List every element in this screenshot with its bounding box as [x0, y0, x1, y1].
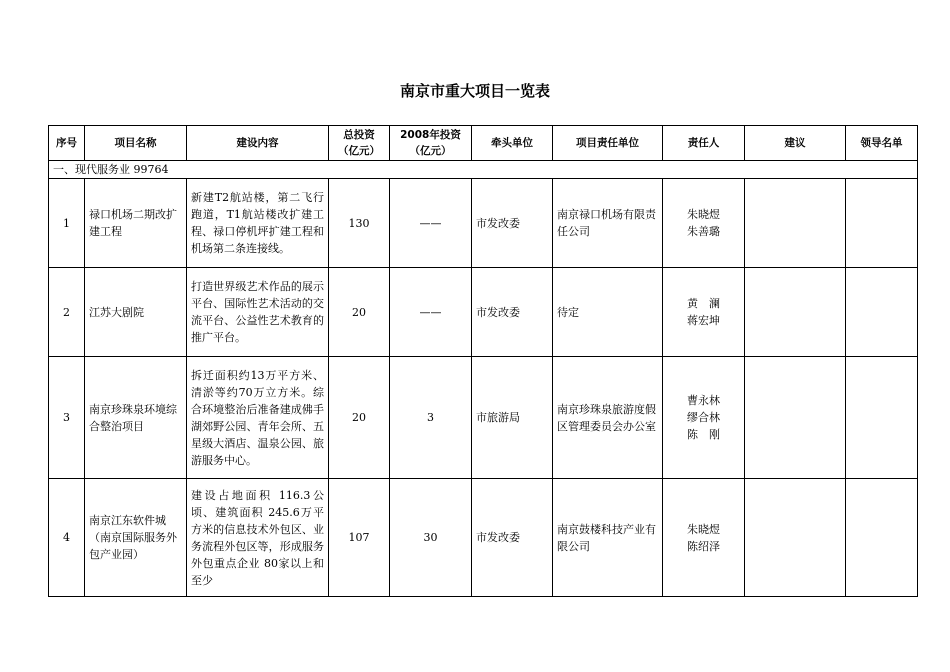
- cell-suggest: [745, 179, 846, 268]
- cell-resp-unit: 南京鼓楼科技产业有限公司: [553, 479, 663, 597]
- cell-content: 新建T2航站楼，第二飞行跑道，T1航站楼改扩建工程、禄口停机坪扩建工程和机场第二条连接线。: [187, 179, 329, 268]
- cell-person: 朱晓煜 陈绍泽: [663, 479, 745, 597]
- cell-person: 曹永林 缪合林 陈 刚: [663, 357, 745, 479]
- header-total: 总投资 （亿元）: [329, 126, 390, 161]
- header-seq: 序号: [49, 126, 85, 161]
- cell-inv2008: ——: [390, 268, 472, 357]
- table-row: [49, 268, 918, 357]
- cell-name: 南京江东软件城（南京国际服务外包产业园）: [85, 479, 187, 597]
- cell-suggest: [745, 268, 846, 357]
- header-row: [49, 126, 918, 161]
- section-label: 一、现代服务业 99764: [49, 161, 918, 179]
- header-leader: 领导名单: [846, 126, 918, 161]
- header-resp-unit: 项目责任单位: [553, 126, 663, 161]
- cell-inv2008: 30: [390, 479, 472, 597]
- header-content: 建设内容: [187, 126, 329, 161]
- cell-inv2008: ——: [390, 179, 472, 268]
- header-suggest: 建议: [745, 126, 846, 161]
- cell-lead: 市发改委: [472, 268, 553, 357]
- cell-seq: 4: [49, 479, 85, 597]
- cell-lead: 市旅游局: [472, 357, 553, 479]
- cell-seq: 3: [49, 357, 85, 479]
- cell-suggest: [745, 357, 846, 479]
- header-lead: 牵头单位: [472, 126, 553, 161]
- cell-seq: 2: [49, 268, 85, 357]
- cell-total: 107: [329, 479, 390, 597]
- project-table: [48, 125, 918, 597]
- cell-suggest: [745, 479, 846, 597]
- section-row: [49, 161, 918, 179]
- cell-resp-unit: 待定: [553, 268, 663, 357]
- cell-person: 黄 澜 蒋宏坤: [663, 268, 745, 357]
- table-row: [49, 357, 918, 479]
- cell-name: 江苏大剧院: [85, 268, 187, 357]
- table-row: [49, 479, 918, 597]
- cell-resp-unit: 南京珍珠泉旅游度假区管理委员会办公室: [553, 357, 663, 479]
- cell-content: 拆迁面积约13万平方米、清淤等约70万立方米。综合环境整治后准备建成佛手湖郊野公园、青年会所、五星级大酒店、温泉公园、旅游服务中心。: [187, 357, 329, 479]
- header-inv2008: 2008年投资 （亿元）: [390, 126, 472, 161]
- cell-total: 20: [329, 357, 390, 479]
- header-person: 责任人: [663, 126, 745, 161]
- cell-lead: 市发改委: [472, 479, 553, 597]
- cell-total: 130: [329, 179, 390, 268]
- cell-leader: [846, 479, 918, 597]
- table-row: [49, 179, 918, 268]
- page-title: 南京市重大项目一览表: [399, 82, 550, 100]
- cell-seq: 1: [49, 179, 85, 268]
- cell-total: 20: [329, 268, 390, 357]
- cell-leader: [846, 179, 918, 268]
- cell-resp-unit: 南京禄口机场有限责任公司: [553, 179, 663, 268]
- cell-content: 打造世界级艺术作品的展示平台、国际性艺术活动的交流平台、公益性艺术教育的推广平台。: [187, 268, 329, 357]
- cell-name: 禄口机场二期改扩建工程: [85, 179, 187, 268]
- cell-leader: [846, 357, 918, 479]
- cell-leader: [846, 268, 918, 357]
- cell-name: 南京珍珠泉环境综合整治项目: [85, 357, 187, 479]
- cell-lead: 市发改委: [472, 179, 553, 268]
- cell-person: 朱晓煜 朱善璐: [663, 179, 745, 268]
- header-name: 项目名称: [85, 126, 187, 161]
- cell-content: 建设占地面积 116.3公顷、建筑面积 245.6万平方米的信息技术外包区、业务流程外包区等，形成服务外包重点企业 80家以上和至少: [187, 479, 329, 597]
- cell-inv2008: 3: [390, 357, 472, 479]
